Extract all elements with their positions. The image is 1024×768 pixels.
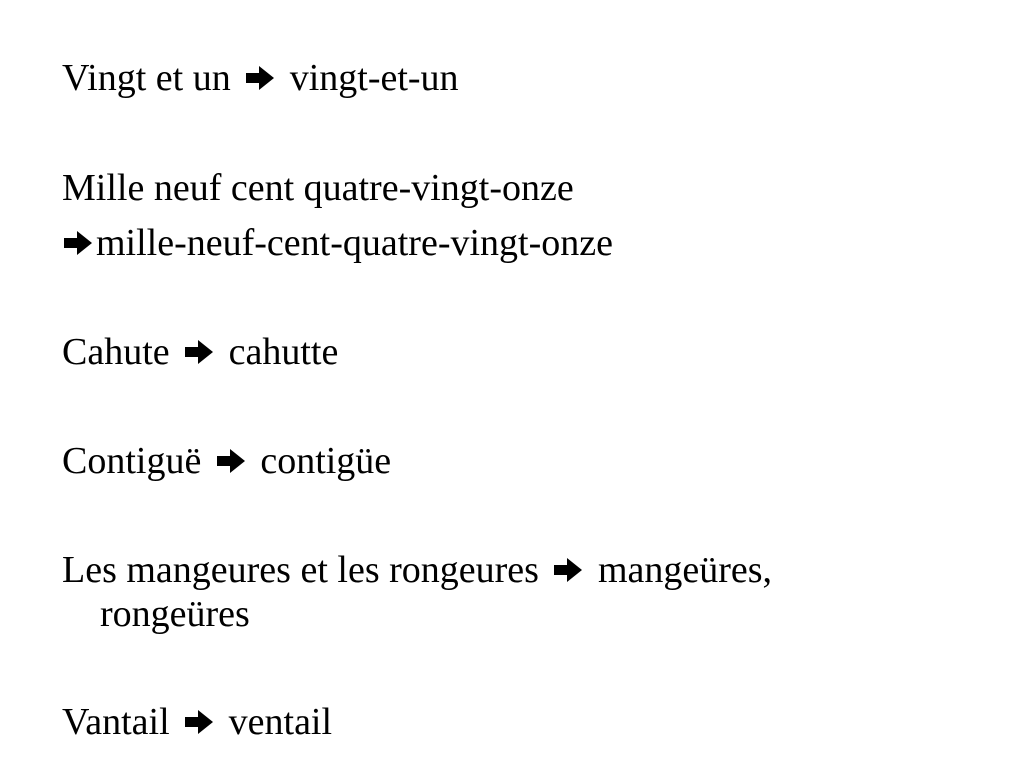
correction-row-6: [62, 700, 332, 744]
correction-row-5: [62, 548, 772, 592]
correction-row-2-original: [62, 166, 574, 210]
heavy-right-arrow-icon: [183, 709, 215, 735]
correction-row-2-corrected: [62, 221, 613, 265]
heavy-right-arrow-icon: [215, 448, 247, 474]
heavy-right-arrow-icon: [552, 557, 584, 583]
correction-row-4: [62, 439, 391, 483]
correction-row-3: [62, 330, 338, 374]
correction-row-5-continuation: [100, 592, 250, 636]
original-text: Cahute: [62, 331, 170, 373]
corrected-text: vingt-et-un: [289, 57, 459, 99]
corrected-text-continuation: rongeüres: [100, 593, 250, 635]
corrected-text: contigüe: [260, 440, 392, 482]
correction-row-1: [62, 56, 459, 100]
corrected-text: ventail: [228, 701, 333, 743]
original-text: Les mangeures et les rongeures: [62, 549, 539, 591]
heavy-right-arrow-icon: [244, 65, 276, 91]
original-text: Vantail: [62, 701, 170, 743]
corrected-text: mangeüres,: [597, 549, 773, 591]
heavy-right-arrow-icon: [62, 230, 94, 256]
original-text: Contiguë: [62, 440, 202, 482]
original-text: Mille neuf cent quatre-vingt-onze: [62, 167, 574, 209]
heavy-right-arrow-icon: [183, 339, 215, 365]
corrected-text: mille-neuf-cent-quatre-vingt-onze: [96, 222, 613, 264]
original-text: Vingt et un: [62, 57, 231, 99]
corrected-text: cahutte: [228, 331, 339, 373]
